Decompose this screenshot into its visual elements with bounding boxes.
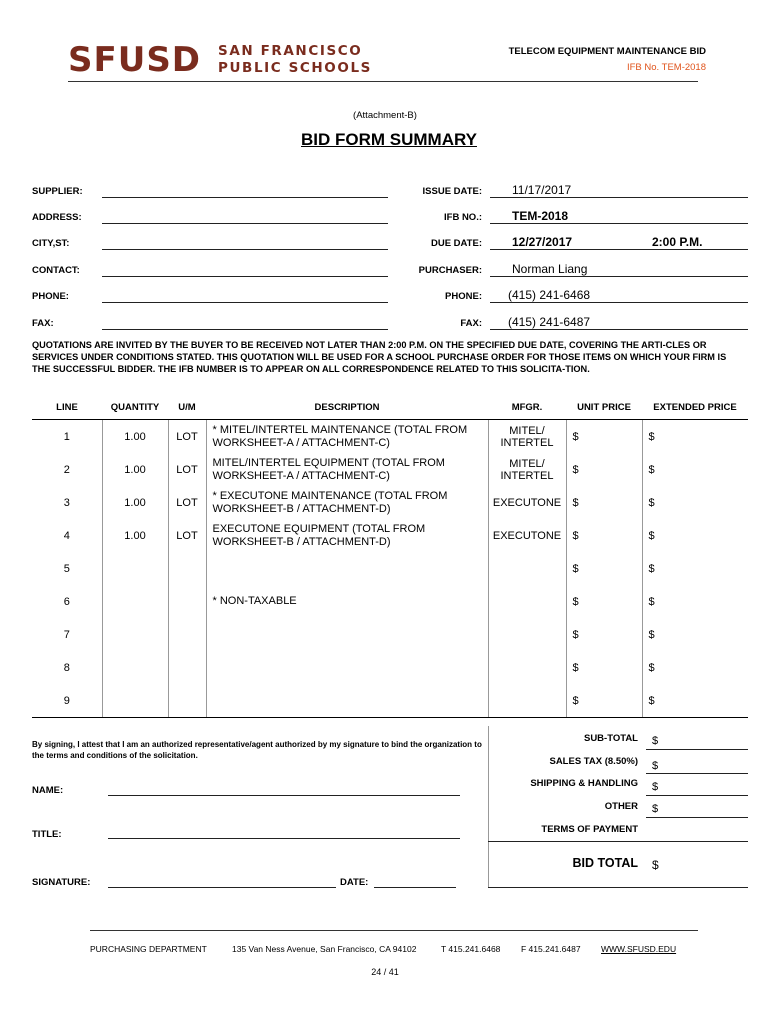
description-cell[interactable]: [206, 552, 488, 585]
line-cell: [32, 684, 102, 718]
quantity-cell[interactable]: [102, 585, 168, 618]
um-cell[interactable]: [168, 684, 206, 718]
unit-price-cell[interactable]: [566, 585, 642, 618]
line-number: 8: [63, 661, 70, 674]
unit-price-dollar: $: [572, 661, 579, 674]
sales-tax-label: SALES TAX (8.50%): [549, 756, 638, 767]
summary-divider: [488, 726, 489, 888]
mfgr-cell[interactable]: [488, 684, 566, 718]
col-quantity: QUANTITY: [102, 395, 168, 420]
unit-price-cell[interactable]: [566, 651, 642, 684]
purchaser-phone-line: [490, 302, 748, 303]
purchaser-phone-label: PHONE:: [445, 291, 482, 302]
mfgr-cell[interactable]: [488, 651, 566, 684]
extended-price-cell[interactable]: [642, 585, 748, 618]
bid-total-label: BID TOTAL: [572, 856, 638, 870]
attestation-text: By signing, I attest that I am an authorized representative/agent authorized by my signature to bind the organization to the terms and conditions of the solicitation.: [32, 740, 482, 760]
line-number: 5: [63, 562, 70, 575]
line-cell: [32, 519, 102, 552]
um-value: LOT: [176, 430, 198, 443]
unit-price-dollar: $: [572, 562, 579, 575]
supplier-label: SUPPLIER:: [32, 186, 83, 197]
line-number: 3: [63, 496, 70, 509]
unit-price-cell[interactable]: [566, 618, 642, 651]
header-divider: [68, 81, 698, 82]
description-cell[interactable]: [206, 453, 488, 486]
sales-tax-field[interactable]: [646, 773, 748, 774]
um-value: LOT: [176, 529, 198, 542]
um-cell[interactable]: [168, 486, 206, 519]
col-line: LINE: [32, 395, 102, 420]
purchaser-label: PURCHASER:: [418, 265, 482, 276]
city-label: CITY,ST:: [32, 238, 70, 249]
unit-price-dollar: $: [572, 430, 579, 443]
description-line-1: MITEL/INTERTEL EQUIPMENT (TOTAL FROM: [212, 456, 445, 469]
extended-price-cell[interactable]: [642, 453, 748, 486]
unit-price-cell[interactable]: [566, 486, 642, 519]
supplier-field[interactable]: [102, 197, 388, 198]
mfgr-cell[interactable]: [488, 618, 566, 651]
fax-label: FAX:: [32, 318, 54, 329]
um-cell[interactable]: [168, 420, 206, 454]
due-date-line: [490, 249, 748, 250]
description-line-1: * MITEL/INTERTEL MAINTENANCE (TOTAL FROM: [212, 423, 468, 436]
unit-price-dollar: $: [572, 496, 579, 509]
extended-price-dollar: $: [648, 529, 655, 542]
date-label: DATE:: [340, 877, 369, 888]
table-row: [32, 486, 748, 519]
ifb-number: IFB No. TEM-2018: [626, 62, 706, 73]
sales-tax-dollar: $: [652, 760, 659, 772]
quantity-cell[interactable]: [102, 684, 168, 718]
line-cell: [32, 585, 102, 618]
extended-price-cell[interactable]: [642, 486, 748, 519]
due-date-label: DUE DATE:: [430, 238, 482, 249]
line-number: 4: [63, 529, 70, 542]
line-cell: [32, 651, 102, 684]
extended-price-cell[interactable]: [642, 618, 748, 651]
line-cell: [32, 420, 102, 454]
um-value: LOT: [176, 496, 198, 509]
city-field[interactable]: [102, 249, 388, 250]
col-mfgr: MFGR.: [488, 395, 566, 420]
document-title: TELECOM EQUIPMENT MAINTENANCE BID: [508, 46, 706, 57]
terms-line: [488, 841, 748, 842]
phone-field[interactable]: [102, 302, 388, 303]
mfgr-cell[interactable]: [488, 519, 566, 552]
unit-price-dollar: $: [572, 628, 579, 641]
extended-price-cell[interactable]: [642, 519, 748, 552]
quantity-value: 1.00: [124, 529, 146, 542]
logo-line-2: PUBLIC SCHOOLS: [218, 60, 372, 76]
logo-line-1: SAN FRANCISCO: [218, 43, 363, 59]
name-label: NAME:: [32, 785, 64, 796]
terms-label: TERMS OF PAYMENT: [541, 824, 638, 835]
purchaser-fax-label: FAX:: [460, 318, 482, 329]
unit-price-cell[interactable]: [566, 684, 642, 718]
contact-field[interactable]: [102, 276, 388, 277]
line-number: 1: [63, 430, 70, 443]
description-line-1: EXECUTONE EQUIPMENT (TOTAL FROM: [212, 522, 426, 535]
extended-price-dollar: $: [648, 463, 655, 476]
ifb-label: IFB NO.:: [444, 212, 482, 223]
mfgr-cell[interactable]: [488, 486, 566, 519]
line-cell: [32, 618, 102, 651]
unit-price-cell[interactable]: [566, 420, 642, 454]
mfgr-cell[interactable]: [488, 585, 566, 618]
description-cell[interactable]: [206, 618, 488, 651]
issue-date-value: 11/17/2017: [512, 183, 572, 197]
unit-price-cell[interactable]: [566, 453, 642, 486]
mfgr-cell[interactable]: [488, 453, 566, 486]
table-row: [32, 453, 748, 486]
other-dollar: $: [652, 803, 659, 815]
unit-price-cell[interactable]: [566, 519, 642, 552]
phone-label: PHONE:: [32, 291, 69, 302]
table-row: [32, 519, 748, 552]
contact-label: CONTACT:: [32, 265, 80, 276]
shipping-label: SHIPPING & HANDLING: [530, 778, 638, 789]
ifb-value: TEM-2018: [512, 209, 569, 223]
purchaser-line: [490, 276, 748, 277]
quantity-cell[interactable]: [102, 420, 168, 454]
mfgr-line-1: EXECUTONE: [492, 529, 562, 542]
description-line-2: WORKSHEET-A / ATTACHMENT-C): [212, 436, 390, 449]
subtotal-label: SUB-TOTAL: [583, 733, 638, 744]
footer-website-link[interactable]: WWW.SFUSD.EDU: [601, 944, 677, 954]
extended-price-cell[interactable]: [642, 684, 748, 718]
purchaser-value: Norman Liang: [512, 262, 588, 276]
extended-price-cell[interactable]: [642, 651, 748, 684]
line-cell: [32, 453, 102, 486]
footer-fax: F 415.241.6487: [521, 944, 581, 954]
description-line-1: * EXECUTONE MAINTENANCE (TOTAL FROM: [212, 489, 448, 502]
um-cell[interactable]: [168, 519, 206, 552]
title-field[interactable]: [108, 838, 460, 839]
extended-price-dollar: $: [648, 496, 655, 509]
table-row: [32, 651, 748, 684]
extended-price-cell[interactable]: [642, 420, 748, 454]
other-field[interactable]: [646, 817, 748, 818]
quotation-notice: QUOTATIONS ARE INVITED BY THE BUYER TO BE RECEIVED NOT LATER THAN 2:00 P.M. ON THE SPECIFIED DUE DATE, COVERING THE ARTI-CLES OR SERVICES UNDER CONDITIONS STATED. THIS QUOTATION WILL BE USED FOR A SCHOOL PURCHASE ORDER FOR THOSE ITEMS ON WHICH YOUR FIRM IS THE SUCCESSFUL BIDDER. THE IFB NUMBER IS TO APPEAR ON ALL CORRESPONDENCE RELATED TO THIS SOLICITA-TION.: [32, 340, 727, 375]
mfgr-cell[interactable]: [488, 420, 566, 454]
um-cell[interactable]: [168, 552, 206, 585]
col-description: DESCRIPTION: [206, 395, 488, 420]
signature-label: SIGNATURE:: [32, 877, 91, 888]
description-line-2: WORKSHEET-A / ATTACHMENT-C): [212, 469, 390, 482]
due-time-value: 2:00 P.M.: [652, 235, 703, 249]
description-cell[interactable]: [206, 684, 488, 718]
extended-price-dollar: $: [648, 694, 655, 707]
um-cell[interactable]: [168, 585, 206, 618]
footer-address: 135 Van Ness Avenue, San Francisco, CA 94102: [232, 944, 417, 954]
description-line-2: WORKSHEET-B / ATTACHMENT-D): [212, 502, 391, 515]
bid-total-dollar: $: [652, 858, 659, 872]
mfgr-cell[interactable]: [488, 552, 566, 585]
quantity-value: 1.00: [124, 463, 146, 476]
extended-price-dollar: $: [648, 628, 655, 641]
col-extended-price: EXTENDED PRICE: [642, 395, 748, 420]
quantity-cell[interactable]: [102, 651, 168, 684]
extended-price-dollar: $: [648, 595, 655, 608]
fax-field[interactable]: [102, 329, 388, 330]
page-number: 24 / 41: [371, 967, 399, 977]
purchaser-phone-value: (415) 241-6468: [508, 288, 591, 302]
name-field[interactable]: [108, 795, 460, 796]
table-row: [32, 552, 748, 585]
table-row: [32, 420, 748, 454]
um-cell[interactable]: [168, 618, 206, 651]
subtotal-dollar: $: [652, 735, 659, 747]
um-value: LOT: [176, 463, 198, 476]
other-label: OTHER: [604, 801, 638, 812]
extended-price-cell[interactable]: [642, 552, 748, 585]
line-number: 7: [63, 628, 70, 641]
table-header-row: [32, 395, 748, 420]
quantity-value: 1.00: [124, 496, 146, 509]
mfgr-line-1: EXECUTONE: [492, 496, 562, 509]
line-number: 6: [63, 595, 70, 608]
address-field[interactable]: [102, 223, 388, 224]
line-number: 2: [63, 463, 70, 476]
signature-field[interactable]: [108, 887, 336, 888]
footer-divider: [90, 930, 698, 931]
mfgr-line-1: MITEL/: [509, 424, 545, 437]
description-cell[interactable]: [206, 420, 488, 454]
description-cell[interactable]: [206, 519, 488, 552]
quantity-value: 1.00: [124, 430, 146, 443]
issue-date-line: [490, 197, 748, 198]
table-row: [32, 585, 748, 618]
attachment-label: (Attachment-B): [353, 110, 417, 121]
unit-price-cell[interactable]: [566, 552, 642, 585]
quantity-cell[interactable]: [102, 453, 168, 486]
mfgr-line-2: INTERTEL: [500, 436, 554, 449]
extended-price-dollar: $: [648, 562, 655, 575]
table-row: [32, 618, 748, 651]
due-date-value: 12/27/2017: [512, 235, 573, 249]
title-label: TITLE:: [32, 829, 62, 840]
footer-department: PURCHASING DEPARTMENT: [90, 944, 207, 954]
issue-date-label: ISSUE DATE:: [422, 186, 482, 197]
description-line-1: * NON-TAXABLE: [212, 595, 297, 607]
sfusd-logo: SFUSD: [68, 40, 202, 80]
unit-price-dollar: $: [572, 694, 579, 707]
line-cell: [32, 552, 102, 585]
footer-phone: T 415.241.6468: [441, 944, 501, 954]
quantity-cell[interactable]: [102, 519, 168, 552]
col-um: U/M: [168, 395, 206, 420]
shipping-dollar: $: [652, 781, 659, 793]
description-cell[interactable]: [206, 651, 488, 684]
purchaser-fax-line: [490, 329, 748, 330]
table-row: [32, 684, 748, 718]
unit-price-dollar: $: [572, 529, 579, 542]
um-cell[interactable]: [168, 651, 206, 684]
bid-total-line[interactable]: [488, 887, 748, 888]
shipping-field[interactable]: [646, 795, 748, 796]
quantity-cell[interactable]: [102, 552, 168, 585]
line-cell: [32, 486, 102, 519]
line-number: 9: [63, 694, 70, 707]
extended-price-dollar: $: [648, 661, 655, 674]
quantity-cell[interactable]: [102, 486, 168, 519]
date-field[interactable]: [374, 887, 456, 888]
mfgr-line-1: MITEL/: [509, 457, 545, 470]
unit-price-dollar: $: [572, 595, 579, 608]
mfgr-line-2: INTERTEL: [500, 469, 554, 482]
extended-price-dollar: $: [648, 430, 655, 443]
description-line-2: WORKSHEET-B / ATTACHMENT-D): [212, 535, 391, 548]
quantity-cell[interactable]: [102, 618, 168, 651]
um-cell[interactable]: [168, 453, 206, 486]
description-cell[interactable]: [206, 585, 488, 618]
subtotal-field[interactable]: [646, 749, 748, 750]
address-label: ADDRESS:: [32, 212, 82, 223]
description-cell[interactable]: [206, 486, 488, 519]
form-title: BID FORM SUMMARY: [301, 130, 477, 149]
col-unit-price: UNIT PRICE: [566, 395, 642, 420]
purchaser-fax-value: (415) 241-6487: [508, 315, 591, 329]
bid-items-table: [32, 395, 748, 718]
unit-price-dollar: $: [572, 463, 579, 476]
ifb-line: [490, 223, 748, 224]
